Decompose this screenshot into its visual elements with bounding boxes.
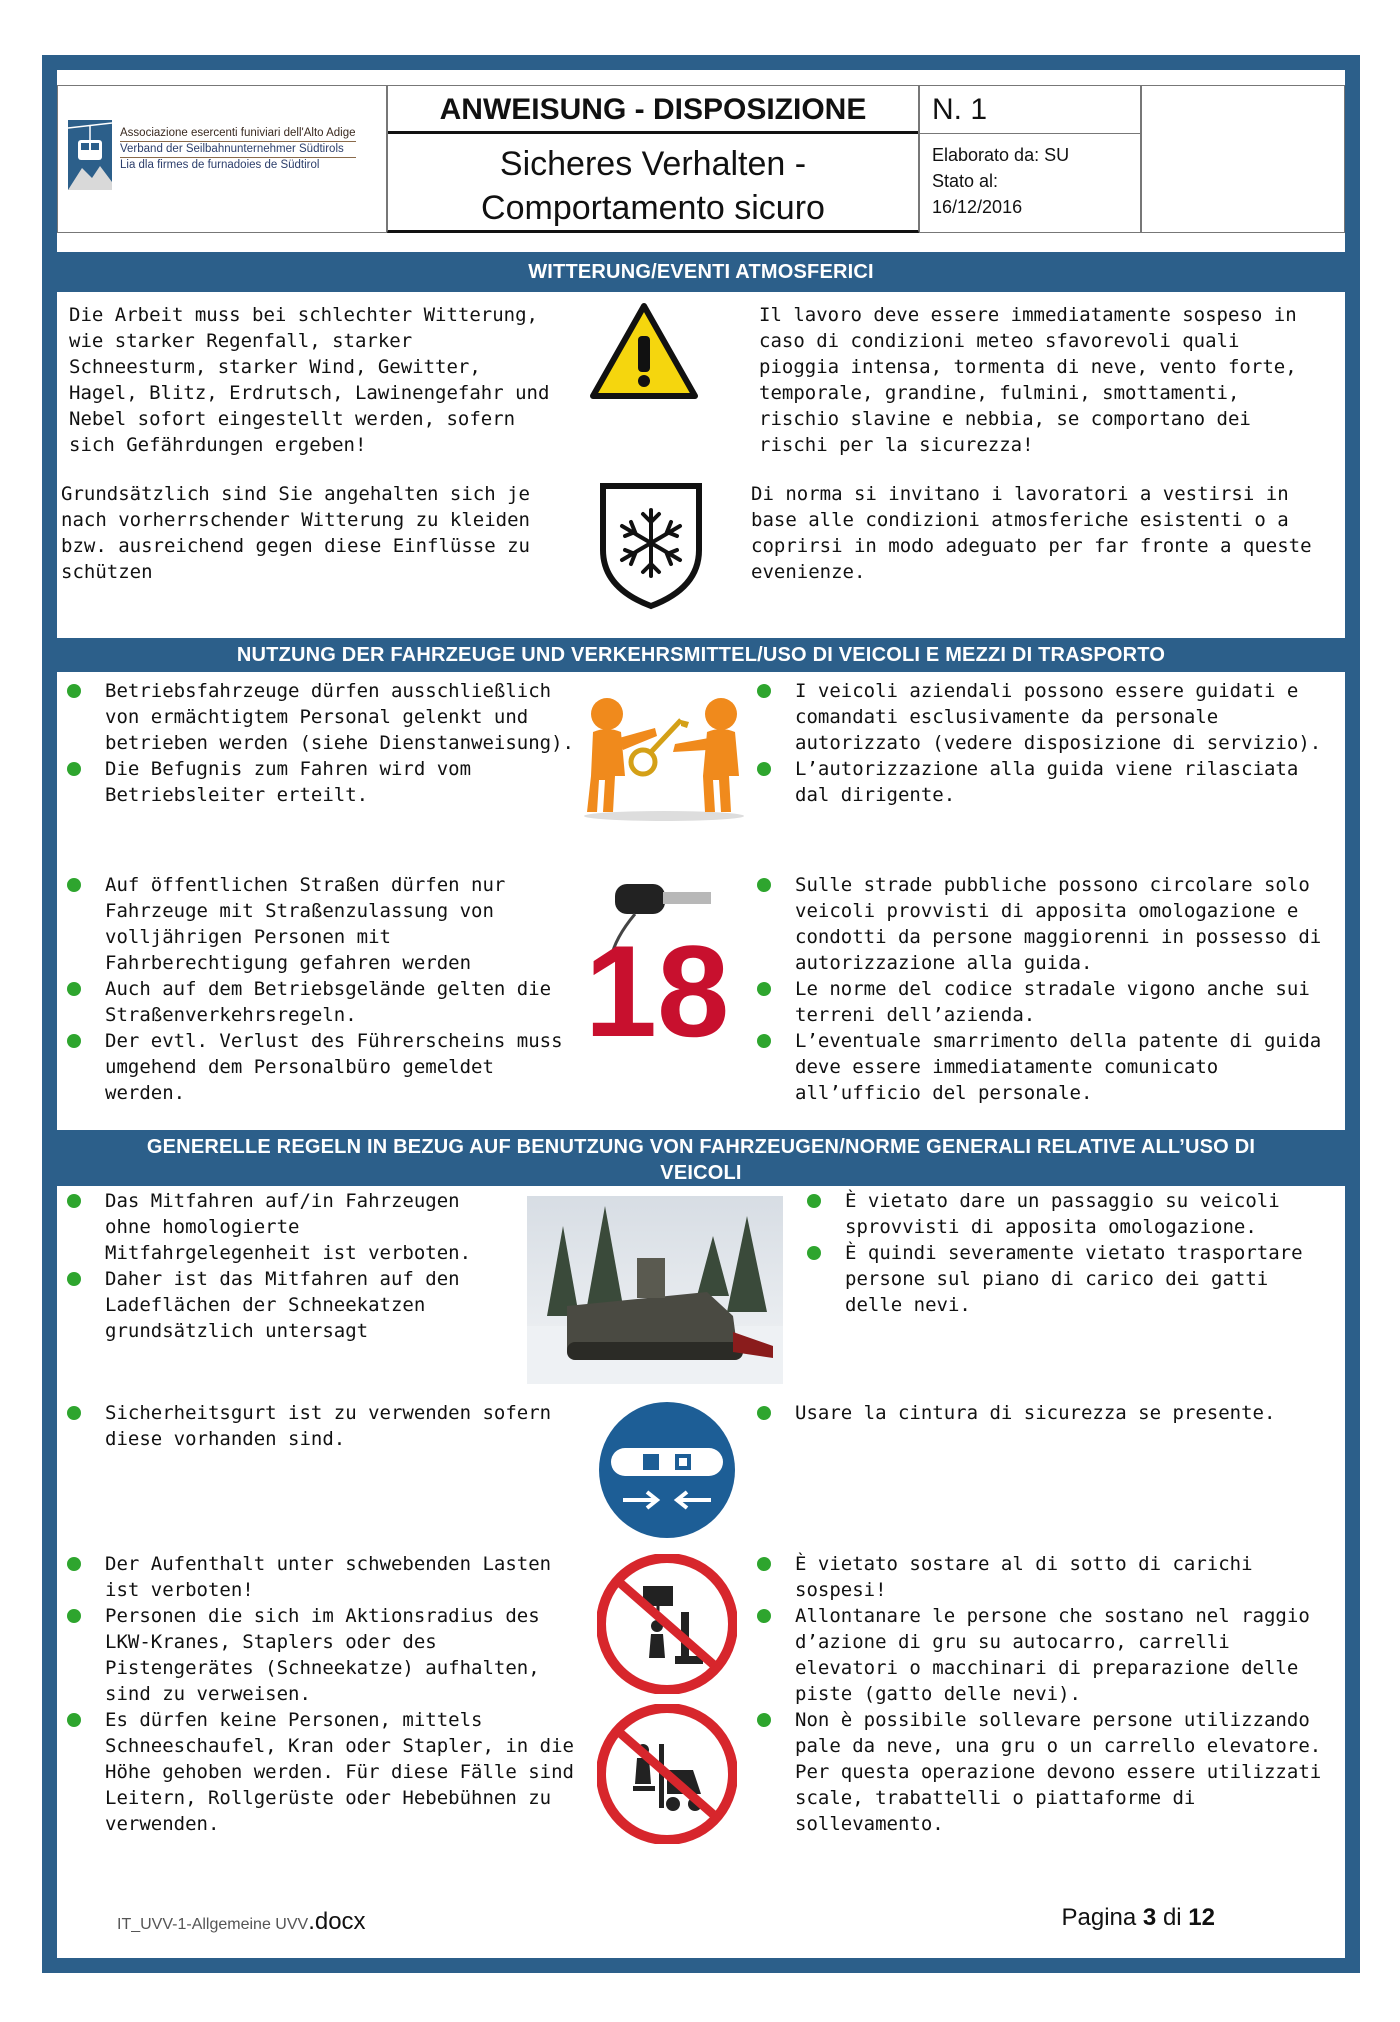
list-item: È quindi severamente vietato trasportare persone sul piano di carico dei gatti delle nevi. (805, 1240, 1335, 1318)
section-header-rules-line1: GENERELLE REGELN IN BEZUG AUF BENUTZUNG VON FAHRZEUGEN/NORME GENERALI RELATIVE ALL’USO DI (146, 1136, 1256, 1158)
stato-label: Stato al: (932, 171, 999, 191)
section-header-rules-line2: VEICOLI (660, 1162, 742, 1184)
rules-de-list-3 (65, 1551, 585, 1837)
key-handover-icon (569, 692, 759, 822)
rules-de-list-1 (65, 1188, 495, 1344)
rules-it-list-3b (755, 1707, 1335, 1837)
logo-line-it: Associazione esercenti funiviari dell'Alto Adige (120, 127, 356, 139)
vehicles-it-list-1 (755, 678, 1335, 808)
vehicles-it-list-2 (755, 872, 1335, 1106)
logo-cell (57, 85, 387, 233)
footer-file-name (117, 1908, 366, 1936)
empty-cell (1141, 85, 1345, 233)
page-content (57, 70, 1345, 1958)
list-item: Der Aufenthalt unter schwebenden Lasten ist verboten! (65, 1551, 585, 1603)
page-total: 12 (1188, 1904, 1215, 1931)
list-item: L’autorizzazione alla guida viene rilasciata dal dirigente. (755, 756, 1335, 808)
weather-it-text-1: Il lavoro deve essere immediatamente sospeso in caso di condizioni meteo sfavorevoli quali pioggia intensa, tormenta di neve, vento forte, temporale, grandine, fulmini, smottamenti, rischio slavine e nebbia, se comportano dei rischi per la sicurezza! (759, 304, 1297, 456)
no-standing-under-loads-icon (597, 1554, 737, 1694)
cable-car-logo-icon (68, 120, 112, 190)
elaborato-label: Elaborato da: SU (932, 145, 1070, 165)
number-cell (919, 85, 1141, 233)
list-item: L’eventuale smarrimento della patente di guida deve essere immediatamente comunicato all’ufficio del personale. (755, 1028, 1335, 1106)
list-item: Sicherheitsgurt ist zu verwenden sofern diese vorhanden sind. (65, 1400, 585, 1452)
rules-it-list-1 (805, 1188, 1335, 1318)
weather-it-text-2: Di norma si invitano i lavoratori a vestirsi in base alle condizioni atmosferiche esistenti o a coprirsi in modo adeguato per far fronte a queste evenienze. (751, 483, 1312, 583)
of-label: di (1162, 1904, 1182, 1931)
section-header-weather: WITTERUNG/EVENTI ATMOSFERICI (57, 252, 1345, 292)
list-item: Sulle strade pubbliche possono circolare solo veicoli provvisti di apposita omologazione e condotti da persone maggiorenni in possesso di autorizzazione alla guida. (755, 872, 1335, 976)
footer-page-number (1062, 1904, 1216, 1932)
list-item: È vietato sostare al di sotto di carichi sospesi! (755, 1551, 1335, 1603)
logo-line-lld: Lia dla firmes de furnadoies de Südtirol (120, 157, 356, 173)
list-item: Die Befugnis zum Fahren wird vom Betriebsleiter erteilt. (65, 756, 585, 808)
list-item: Auf öffentlichen Straßen dürfen nur Fahrzeuge mit Straßenzulassung von volljährigen Personen mit Fahrberechtigung gefahren werden (65, 872, 585, 976)
list-item: Allontanare le persone che sostano nel raggio d’azione di gru su autocarro, carrelli elevatori o macchinari di preparazione delle piste (gatto delle nevi). (755, 1603, 1335, 1707)
age-18-label: 18 (585, 918, 730, 1046)
page-current: 3 (1142, 1904, 1157, 1931)
weather-de-text-2: Grundsätzlich sind Sie angehalten sich je nach vorherrschender Witterung zu kleiden bzw. ausreichend gegen diese Einflüsse zu schützen (61, 483, 530, 583)
list-item: Usare la cintura di sicurezza se presente. (755, 1400, 1335, 1426)
list-item: Le norme del codice stradale vigono anche sui terreni dell’azienda. (755, 976, 1335, 1028)
rules-it-list-2 (755, 1400, 1335, 1426)
title-cell (387, 85, 919, 233)
list-item: Das Mitfahren auf/in Fahrzeugen ohne homologierte Mitfahrgelegenheit ist verboten. (65, 1188, 495, 1266)
list-item: Non è possibile sollevare persone utilizzando pale da neve, una gru o un carrello elevatore. Per questa operazione devono essere utilizzati scale, trabattelli o piattaforme di sollevamento. (755, 1707, 1335, 1837)
rules-it-list-3a (755, 1551, 1335, 1707)
vehicles-de-list-2 (65, 872, 585, 1106)
document-meta (932, 142, 1069, 220)
list-item: Es dürfen keine Personen, mittels Schneeschaufel, Kran oder Stapler, in die Höhe gehoben werden. Für diese Fälle sind Leitern, Rollgerüste oder Hebebühnen zu verwenden. (65, 1707, 585, 1837)
document-title (388, 142, 918, 230)
list-item: È vietato dare un passaggio su veicoli sprovvisti di apposita omologazione. (805, 1188, 1335, 1240)
snowcat-photo-icon (527, 1196, 783, 1384)
title-line-de: Sicheres Verhalten - (499, 145, 807, 183)
list-item: I veicoli aziendali possono essere guidati e comandati esclusivamente da personale autorizzato (vedere disposizione di servizio). (755, 678, 1335, 756)
page-label: Pagina (1061, 1904, 1137, 1931)
seatbelt-icon (597, 1400, 737, 1540)
date-value: 16/12/2016 (932, 197, 1023, 217)
winter-clothing-icon (597, 480, 705, 610)
logo-text (120, 126, 356, 173)
title-line-it: Comportamento sicuro (481, 189, 825, 227)
file-extension: .docx (308, 1908, 366, 1935)
list-item: Der evtl. Verlust des Führerscheins muss umgehend dem Personalbüro gemeldet werden. (65, 1028, 585, 1106)
section-header-vehicles: NUTZUNG DER FAHRZEUGE UND VERKEHRSMITTEL/USO DI VEICOLI E MEZZI DI TRASPORTO (57, 638, 1345, 672)
logo-line-de: Verband der Seilbahnunternehmer Südtirols (120, 141, 356, 157)
file-name: IT_UVV-1-Allgemeine UVV (117, 1916, 309, 1933)
list-item: Auch auf dem Betriebsgelände gelten die Straßenverkehrsregeln. (65, 976, 585, 1028)
section-header-rules (57, 1130, 1345, 1186)
age-18-car-key-icon (585, 878, 735, 1046)
list-item: Daher ist das Mitfahren auf den Ladeflächen der Schneekatzen grundsätzlich untersagt (65, 1266, 495, 1344)
list-item: Betriebsfahrzeuge dürfen ausschließlich von ermächtigtem Personal gelenkt und betrieben werden (siehe Dienstanweisung). (65, 678, 585, 756)
rules-de-list-2 (65, 1400, 585, 1452)
vehicles-de-list-1 (65, 678, 585, 808)
page-frame (42, 55, 1360, 1973)
warning-icon (589, 302, 699, 402)
document-header (57, 85, 1345, 235)
list-item: Personen die sich im Aktionsradius des LKW-Kranes, Staplers oder des Pistengerätes (Schneekatze) aufhalten, sind zu verweisen. (65, 1603, 585, 1707)
weather-de-text-1: Die Arbeit muss bei schlechter Witterung, wie starker Regenfall, starker Schneesturm, starker Wind, Gewitter, Hagel, Blitz, Erdrutsch, Lawinengefahr und Nebel sofort eingestellt werden, sofern sich Gefährdungen ergeben! (69, 304, 550, 456)
document-type: ANWEISUNG - DISPOSIZIONE (388, 86, 918, 134)
document-number: N. 1 (920, 86, 1140, 134)
no-lifting-persons-icon (597, 1704, 737, 1844)
